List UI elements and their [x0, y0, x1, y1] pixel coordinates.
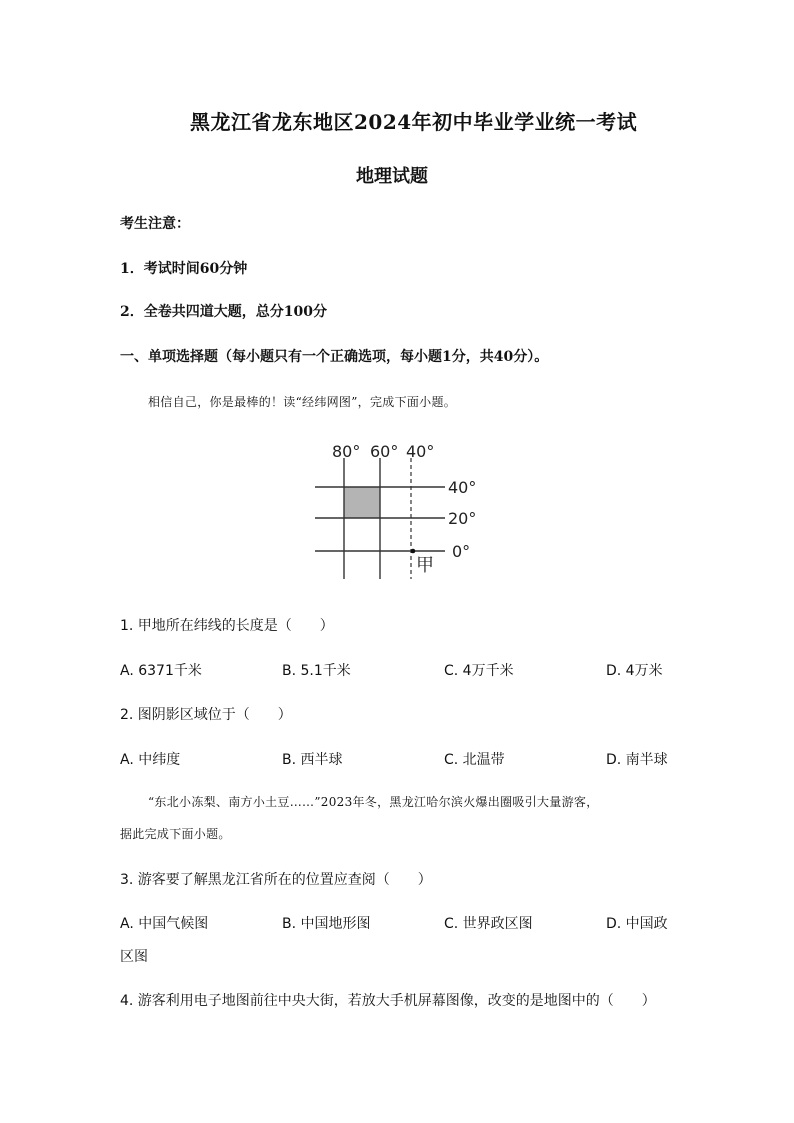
question-1-option-d: D. 4万米: [606, 663, 663, 679]
question-2-option-a: A. 中纬度: [120, 752, 181, 768]
shaded-region: [344, 487, 380, 518]
point-jia-marker: [411, 549, 416, 554]
notice-item-1: 1．考试时间60分钟: [120, 261, 248, 277]
exam-title: 黑龙江省龙东地区2024年初中毕业学业统一考试: [190, 110, 638, 134]
graticule-figure: [300, 436, 500, 586]
question-4-stem: 4. 游客利用电子地图前往中央大街，若放大手机屏幕图像，改变的是地图中的（ ）: [120, 993, 656, 1009]
question-3-stem: 3. 游客要了解黑龙江省所在的位置应查阅（ ）: [120, 872, 432, 888]
section-one-intro: 相信自己，你是最棒的！读“经纬网图”，完成下面小题。: [148, 395, 457, 409]
question-3-option-d-wrap: 区图: [120, 949, 148, 965]
lat-label-40: 40°: [448, 478, 477, 497]
lat-label-0: 0°: [452, 542, 471, 561]
exam-subtitle: 地理试题: [356, 166, 428, 187]
question-1-option-c: C. 4万千米: [444, 663, 514, 679]
lon-label-80: 80°: [332, 442, 361, 461]
question-2-option-b: B. 西半球: [282, 752, 343, 768]
question-2-stem: 2. 图阴影区域位于（ ）: [120, 707, 292, 723]
question-2-option-d: D. 南半球: [606, 752, 668, 768]
point-jia-label: 甲: [416, 555, 434, 576]
notice-heading: 考生注意：: [120, 216, 190, 232]
question-3-option-a: A. 中国气候图: [120, 916, 209, 932]
lat-label-20: 20°: [448, 509, 477, 528]
notice-item-2: 2．全卷共四道大题，总分100分: [120, 304, 327, 320]
lon-label-40: 40°: [406, 442, 435, 461]
question-2-option-c: C. 北温带: [444, 752, 505, 768]
graticule-map: [300, 436, 500, 586]
passage-2-line-2: 据此完成下面小题。: [120, 827, 231, 841]
question-3-option-c: C. 世界政区图: [444, 916, 533, 932]
question-1-stem: 1. 甲地所在纬线的长度是（ ）: [120, 618, 334, 634]
question-3-option-d: D. 中国政: [606, 916, 668, 932]
lon-label-60: 60°: [370, 442, 399, 461]
question-1-option-a: A. 6371千米: [120, 663, 202, 679]
section-one-heading: 一、单项选择题（每小题只有一个正确选项，每小题1分，共40分）。: [120, 349, 549, 365]
question-1-option-b: B. 5.1千米: [282, 663, 351, 679]
passage-2-line-1: “东北小冻梨、南方小土豆……”2023年冬，黑龙江哈尔滨火爆出圈吸引大量游客，: [148, 795, 599, 809]
question-3-option-b: B. 中国地形图: [282, 916, 371, 932]
